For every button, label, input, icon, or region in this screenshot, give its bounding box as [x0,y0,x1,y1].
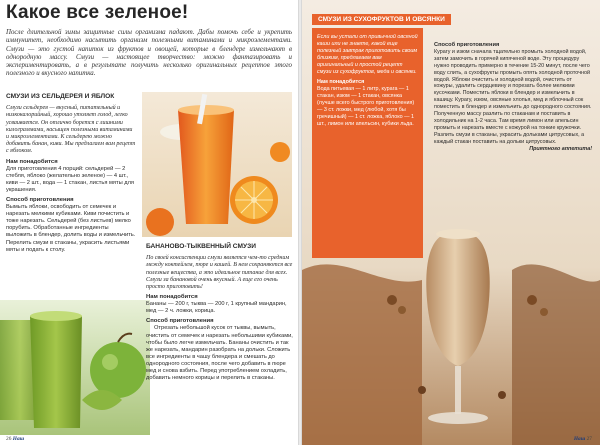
banana-method-heading: Способ приготовления [146,318,214,325]
oat-heading: СМУЗИ ИЗ СУХОФРУКТОВ И ОВСЯНКИ [312,14,451,25]
celery-ingredients-heading: Нам понадобится [6,158,58,165]
right-magazine-name: Наш [573,436,586,442]
celery-heading: СМУЗИ ИЗ СЕЛЬДЕРЕЯ И ЯБЛОК [6,93,115,100]
banana-heading: БАНАНОВО-ТЫКВЕННЫЙ СМУЗИ [146,243,256,250]
oat-method-column [434,42,592,153]
oat-lead: Если вы устали от привычной овсяной каши или не знаете, какой еще полезный завтрак приготовить своим близким, предлагаем вам оригинальный и простой рецепт смузи из сухофруктов, меда и овсянки. [317,34,418,75]
intro-paragraph: После длительной зимы защитные силы организма падают. Дабы помочь себе и укрепить иммунитет, необходимо насытить организм полезными витаминами и микроэлементами. Смузи — это густой напиток из фруктов и овощей, которые в блендере измельчают в однородную массу. Смузи — настоящее творчество: можно фантазировать и экспериментировать, а в результате получить несколько оригинальных рецептов этого полезного и вкусного напитка. [6,29,292,78]
oat-lead-box [312,28,423,258]
celery-lead: Смузи сельдерея — вкусный, питательный и низкокалорийный, хорошо утоляет голод, легко усваивается. Он отлично борется с лишними килограммами, насыщен полезными витаминами и микроэлементами. К сельдерею можно добавить банан, киви. Мы предлагаем вам рецепт с яблоком. [6,105,136,155]
oat-ingredients: Вода питьевая — 1 литр, курага — 1 стакан, изюм — 1 стакан, овсянка (лучше всего быстрого приготовления) — 3 ст. ложки, мед (любой, хотя бы гречишный) — 1 ст. ложка, яблоко — 1 шт., лимон или апельсин, кубики льда. [317,86,415,127]
orange-juice-photo [142,92,292,237]
banana-ingredients-heading: Нам понадобится [146,294,198,301]
celery-recipe [6,93,136,254]
closing-line: Приятного аппетита! [529,145,592,152]
oat-ingredients-heading: Нам понадобится [317,79,365,86]
left-folio [6,436,24,442]
celery-method: Вымыть яблоки, освободить от семечек и нарезать мелкими кубиками. Киви почистить и тоже нарезать. Сельдерей (без листьев) мелко порубить. Обработанные ингредиенты выложить в блендер, долить воды и измельчить. Перелить смузи в стаканы, украсить листьями мяты и подать к столу. [6,204,136,253]
left-page [0,0,298,445]
left-magazine-name: Наш [12,436,25,442]
banana-lead: По своей консистенции смузи является чем-то средним между коктейлем, пюре и кашей. В нем сохраняются все полезные вещества, а это идеальное питание для всех. Смузи за банановой очень вкусный. А еще его очень просто приготовить! [146,255,293,290]
oat-method: Курагу и изюм сначала тщательно промыть холодной водой, затем замочить в горячей кипяченой воде. Эту процедуру нужно проводить примерно в течение 15-20 минут, после чего воду слить, а сухофрукты промыть опять холодной проточной водой. Яблоки очистить и холодной водой, очистить от кожуры, удалить сердцевину и порезать более мелкими кусочками. Поместить яблоки в блендер и измельчить в кашицу. Курагу, изюм, овсяные хлопья, мед и яблочный сок поместить в блендер и измельчить до однородного состояния. Полученную массу разлить по стаканам и поставить в холодильник на 1-2 часа. Там время лимон или апельсин промыть и нарезать вместе с кожурой на тонкие кружочки. Разлить смузи в стаканы, украсить дольками цитрусовых, а каждый стакан поставить на дольки цитрусовых. [434,48,592,145]
banana-method: Отрезать небольшой кусок от тыквы, вымыть, очистить от семечек и нарезать небольшими кубиками, чтобы было легче измельчать. Бананы очистить и так же нарезать, мандарин разобрать на дольки. Сложить все ингредиенты в чашу блендера и смешать до однородного состояния, после чего добавить в пюре мед и снова взбить. Перед употреблением охладить, добавить немного корицы и перелить в стаканы. [146,325,293,382]
green-smoothie-photo [0,300,150,435]
right-folio [574,436,592,442]
banana-pumpkin-recipe [146,243,294,382]
banana-ingredients: Бананы — 200 г, тыква — 200 г, 1 крупный мандарин, мед — 2 ч. ложки, корица. [146,301,287,315]
right-page [302,0,600,445]
celery-method-heading: Способ приготовления [6,196,74,203]
right-page-number: 27 [586,436,592,442]
oat-method-heading: Способ приготовления [434,42,500,48]
article-title: Какое все зеленое! [6,2,189,23]
celery-ingredients: Для приготовления 4 порций: сельдерей — 2 стебля, яблоко (желательно зеленое) — 4 шт., киви — 2 шт., вода — 1 стакан, листья мяты для украшения. [6,165,134,193]
left-page-number: 26 [6,436,12,442]
